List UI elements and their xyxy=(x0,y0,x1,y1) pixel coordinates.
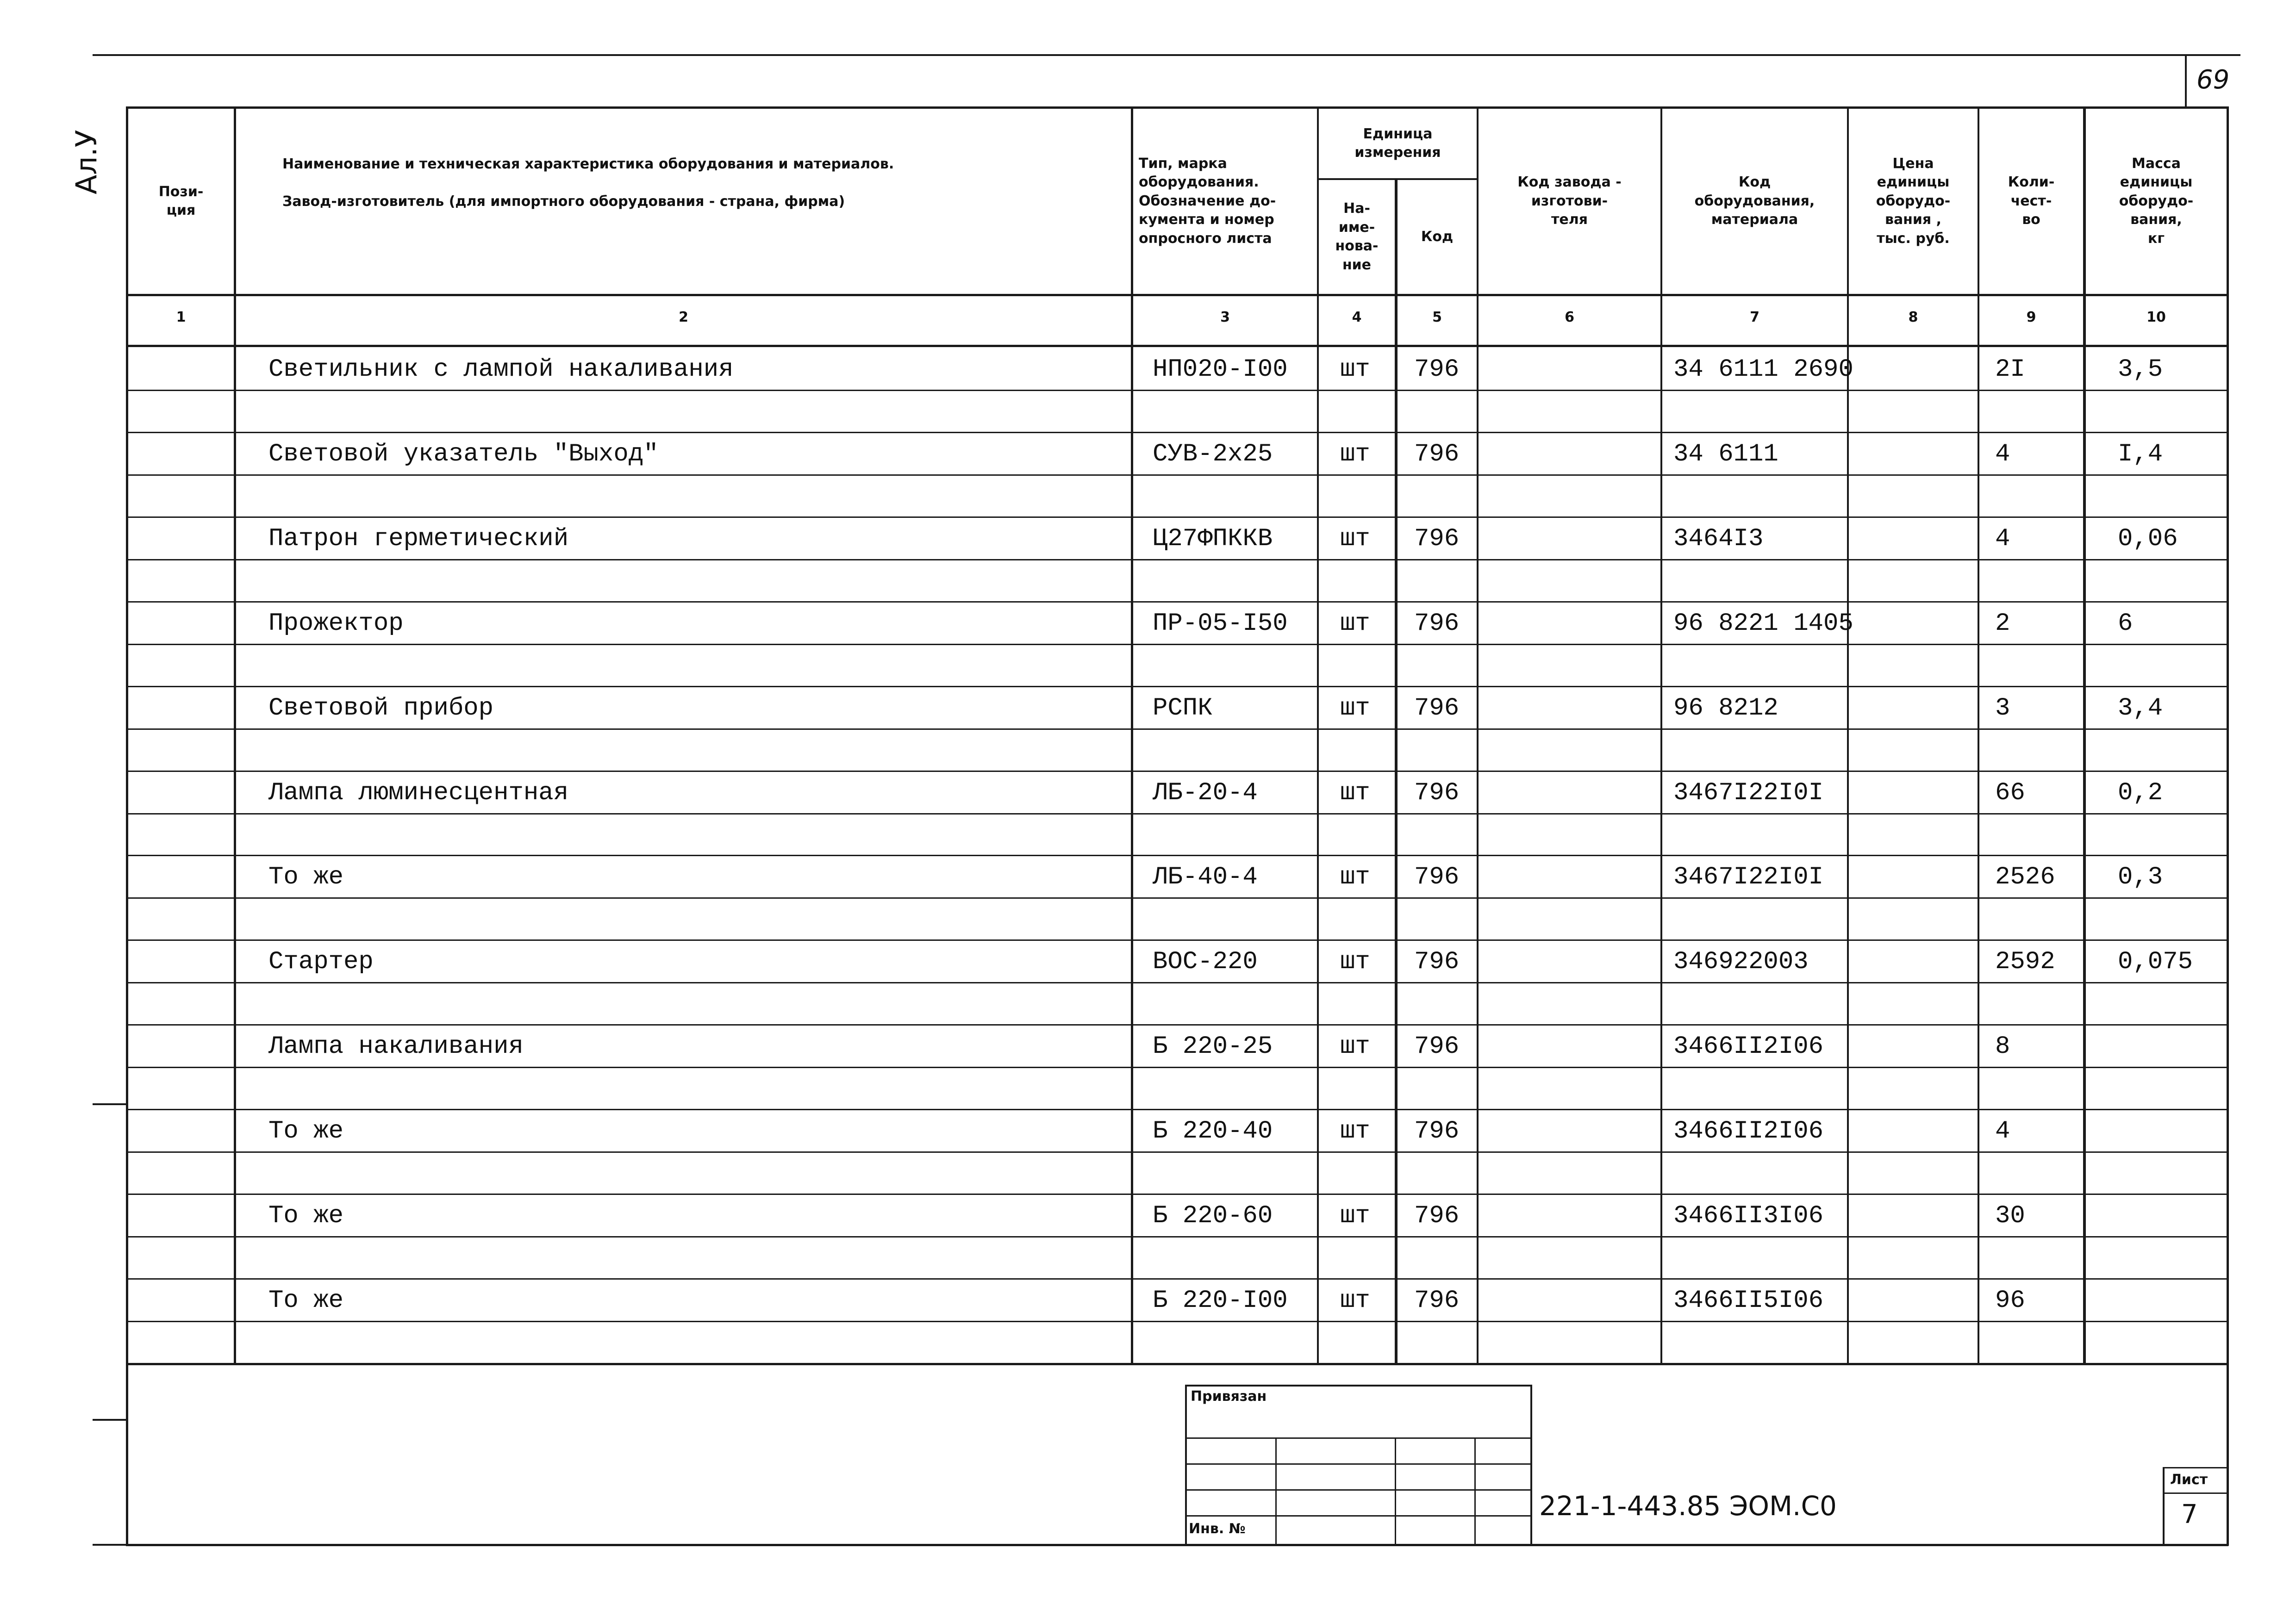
row-type: Ц27ФПККВ xyxy=(1153,524,1273,553)
row-type: Б 220-60 xyxy=(1153,1202,1273,1230)
stamp-h3 xyxy=(1185,1489,1532,1491)
stamp-top xyxy=(1185,1385,1532,1387)
row-unit: шт xyxy=(1340,863,1370,892)
row-type: НП020-I00 xyxy=(1153,355,1288,384)
stamp-h2 xyxy=(1185,1463,1532,1465)
row-unit: шт xyxy=(1340,778,1370,807)
colnum-10: 10 xyxy=(2146,309,2166,325)
row-separator xyxy=(128,516,2227,518)
row-divider xyxy=(128,728,2227,730)
row-quantity: 4 xyxy=(1995,440,2010,468)
row-equipment-code: 3466II5I06 xyxy=(1673,1286,1824,1315)
row-name: Световой указатель "Выход" xyxy=(268,440,659,468)
colnum-2: 2 xyxy=(679,309,688,325)
row-unit: шт xyxy=(1340,1117,1370,1146)
header-name xyxy=(236,109,1131,294)
row-quantity: 8 xyxy=(1995,1032,2010,1061)
row-unit-code: 796 xyxy=(1414,524,1460,553)
row-unit-code: 796 xyxy=(1414,1032,1460,1061)
row-name: То же xyxy=(268,1286,344,1315)
row-type: РСПК xyxy=(1153,694,1213,722)
row-divider xyxy=(128,1067,2227,1068)
row-unit-code: 796 xyxy=(1414,1286,1460,1315)
row-separator xyxy=(128,601,2227,603)
row-equipment-code: 3466II3I06 xyxy=(1673,1202,1824,1230)
row-unit: шт xyxy=(1340,524,1370,553)
row-name: То же xyxy=(268,1117,344,1146)
stamp-v2 xyxy=(1395,1437,1396,1544)
sheet-box-left xyxy=(2163,1467,2165,1544)
row-mass: 3,5 xyxy=(2118,355,2163,384)
row-divider xyxy=(128,1321,2227,1322)
row-name: То же xyxy=(268,863,344,892)
row-divider xyxy=(128,982,2227,983)
colnum-bottom xyxy=(126,345,2228,347)
colnum-5: 5 xyxy=(1432,309,1442,325)
row-divider xyxy=(128,644,2227,645)
row-type: ВОС-220 xyxy=(1153,948,1258,976)
row-mass: 0,075 xyxy=(2118,948,2193,976)
page-number-box-left xyxy=(2185,54,2187,107)
margin-tick-3 xyxy=(93,1544,126,1546)
row-divider xyxy=(128,1236,2227,1237)
stamp-inv-no: Инв. № xyxy=(1189,1521,1246,1537)
sheet-box-top xyxy=(2163,1467,2228,1468)
row-name: Патрон герметический xyxy=(268,524,569,553)
row-name: Лампа накаливания xyxy=(268,1032,524,1061)
row-equipment-code: 3466II2I06 xyxy=(1673,1117,1824,1146)
header-name-line1: Наименование и техническая характеристика оборудования и материалов. xyxy=(282,156,894,172)
row-unit-code: 796 xyxy=(1414,355,1460,384)
row-equipment-code: 34 6111 xyxy=(1673,440,1778,468)
row-quantity: 96 xyxy=(1995,1286,2025,1315)
sheet-number: 7 xyxy=(2181,1499,2198,1530)
row-unit: шт xyxy=(1340,355,1370,384)
row-unit-code: 796 xyxy=(1414,440,1460,468)
row-equipment-code: 3467I22I0I xyxy=(1673,778,1824,807)
row-type: СУВ-2х25 xyxy=(1153,440,1273,468)
row-equipment-code: 346922003 xyxy=(1673,948,1809,976)
header-unit: Единица измерения xyxy=(1354,125,1441,161)
colnum-6: 6 xyxy=(1565,309,1574,325)
row-mass: I,4 xyxy=(2118,440,2163,468)
table-bottom xyxy=(126,1363,2228,1365)
row-equipment-code: 3467I22I0I xyxy=(1673,863,1824,892)
row-unit: шт xyxy=(1340,1032,1370,1061)
row-separator xyxy=(128,771,2227,772)
row-equipment-code: 3464I3 xyxy=(1673,524,1764,553)
row-unit-code: 796 xyxy=(1414,778,1460,807)
row-separator xyxy=(128,855,2227,856)
colnum-3: 3 xyxy=(1220,309,1230,325)
row-divider xyxy=(128,813,2227,815)
row-quantity: 66 xyxy=(1995,778,2025,807)
colnum-7: 7 xyxy=(1750,309,1759,325)
row-name: Лампа люминесцентная xyxy=(268,778,569,807)
row-separator xyxy=(128,1109,2227,1110)
row-type: Б 220-40 xyxy=(1153,1117,1273,1146)
header-mass: Масса единицы оборудо- вания, кг xyxy=(2119,155,2194,247)
row-name: Световой прибор xyxy=(268,694,494,722)
col-sep-4 xyxy=(1395,178,1398,1365)
row-name: Прожектор xyxy=(268,609,404,638)
row-unit: шт xyxy=(1340,694,1370,722)
row-unit: шт xyxy=(1340,440,1370,468)
stamp-h1 xyxy=(1185,1437,1532,1439)
row-quantity: 30 xyxy=(1995,1202,2025,1230)
row-separator xyxy=(128,432,2227,433)
header-unit-name: На- име- нова- ние xyxy=(1335,200,1379,273)
row-separator xyxy=(128,1194,2227,1195)
row-separator xyxy=(128,939,2227,941)
row-divider xyxy=(128,474,2227,476)
stamp-v3 xyxy=(1474,1437,1476,1544)
row-unit-code: 796 xyxy=(1414,863,1460,892)
header-quantity: Коли- чест- во xyxy=(2008,174,2055,228)
header-name-line2: Завод-изготовитель (для импортного оборудования - страна, фирма) xyxy=(282,193,845,210)
header-bottom xyxy=(126,294,2228,296)
row-quantity: 3 xyxy=(1995,694,2010,722)
row-mass: 6 xyxy=(2118,609,2133,638)
row-quantity: 2592 xyxy=(1995,948,2055,976)
header-type: Тип, марка оборудования. Обозначение до- кумента и номер опросного листа xyxy=(1139,155,1276,247)
margin-label: Ал.У xyxy=(69,130,103,194)
row-name: Стартер xyxy=(268,948,374,976)
stamp-v1 xyxy=(1275,1437,1277,1544)
row-divider xyxy=(128,390,2227,391)
row-quantity: 4 xyxy=(1995,524,2010,553)
row-unit: шт xyxy=(1340,1202,1370,1230)
row-equipment-code: 3466II2I06 xyxy=(1673,1032,1824,1061)
row-type: ЛБ-20-4 xyxy=(1153,778,1258,807)
top-rule xyxy=(93,54,2240,56)
row-type: ПР-05-I50 xyxy=(1153,609,1288,638)
row-unit-code: 796 xyxy=(1414,1117,1460,1146)
row-type: Б 220-I00 xyxy=(1153,1286,1288,1315)
page-number-handwritten: 69 xyxy=(2196,65,2230,95)
row-unit-code: 796 xyxy=(1414,609,1460,638)
row-equipment-code: 96 8212 xyxy=(1673,694,1778,722)
colnum-4: 4 xyxy=(1352,309,1362,325)
row-unit: шт xyxy=(1340,1286,1370,1315)
row-type: Б 220-25 xyxy=(1153,1032,1273,1061)
header-price: Цена единицы оборудо- вания , тыс. руб. xyxy=(1876,155,1951,247)
sheet-label: Лист xyxy=(2170,1472,2208,1488)
stamp-privyazan: Привязан xyxy=(1191,1388,1267,1405)
colnum-8: 8 xyxy=(1908,309,1918,325)
row-unit-code: 796 xyxy=(1414,694,1460,722)
row-separator xyxy=(128,686,2227,687)
row-quantity: 2526 xyxy=(1995,863,2055,892)
header-equipment-code: Код оборудования, материала xyxy=(1694,174,1815,228)
row-divider xyxy=(128,897,2227,899)
row-quantity: 2I xyxy=(1995,355,2025,384)
row-unit-code: 796 xyxy=(1414,1202,1460,1230)
row-quantity: 2 xyxy=(1995,609,2010,638)
header-position: Пози- ция xyxy=(158,183,204,218)
margin-tick-2 xyxy=(93,1419,126,1421)
colnum-1: 1 xyxy=(176,309,186,325)
row-unit-code: 796 xyxy=(1414,948,1460,976)
row-equipment-code: 34 6111 2690 xyxy=(1673,355,1853,384)
row-separator xyxy=(128,1024,2227,1026)
frame-right xyxy=(2227,106,2229,1546)
row-mass: 0,3 xyxy=(2118,863,2163,892)
margin-tick-1 xyxy=(93,1103,126,1105)
row-unit: шт xyxy=(1340,948,1370,976)
row-name: Светильник с лампой накаливания xyxy=(268,355,734,384)
row-separator xyxy=(128,1278,2227,1280)
doc-code: 221-1-443.85 ЭОМ.С0 xyxy=(1539,1490,1837,1522)
row-quantity: 4 xyxy=(1995,1117,2010,1146)
sheet-box-mid xyxy=(2163,1492,2228,1494)
row-type: ЛБ-40-4 xyxy=(1153,863,1258,892)
row-divider xyxy=(128,559,2227,560)
header-unit-code: Код xyxy=(1421,228,1454,245)
row-mass: 3,4 xyxy=(2118,694,2163,722)
row-unit: шт xyxy=(1340,609,1370,638)
row-mass: 0,2 xyxy=(2118,778,2163,807)
row-equipment-code: 96 8221 1405 xyxy=(1673,609,1853,638)
header-factory-code: Код завода - изготови- теля xyxy=(1517,174,1622,228)
colnum-9: 9 xyxy=(2026,309,2036,325)
stamp-h4 xyxy=(1185,1515,1532,1517)
row-mass: 0,06 xyxy=(2118,524,2178,553)
row-divider xyxy=(128,1151,2227,1153)
row-name: То же xyxy=(268,1202,344,1230)
frame-bottom xyxy=(126,1544,2228,1546)
